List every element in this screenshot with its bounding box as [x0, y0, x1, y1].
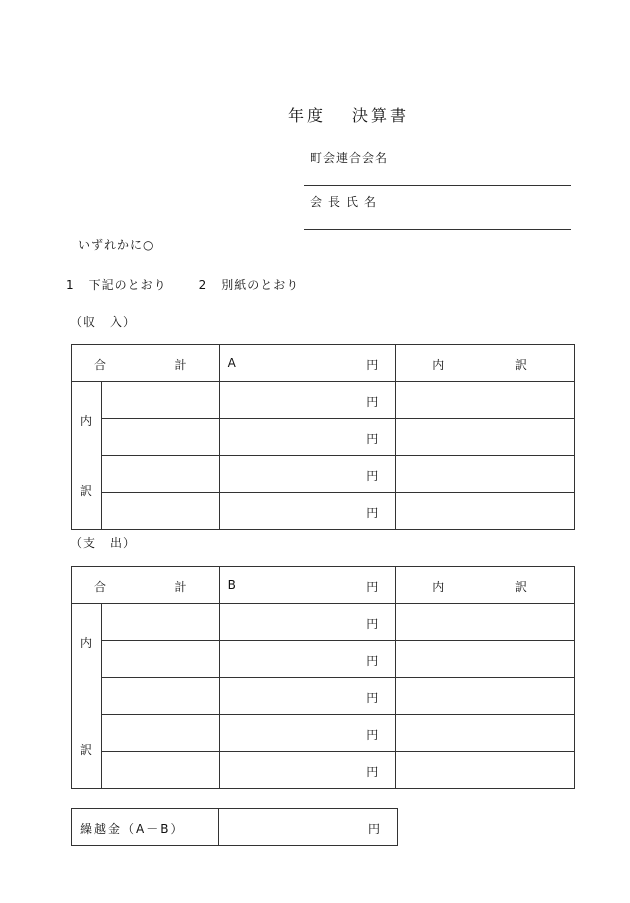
income-side-bottom: 訳 [80, 484, 93, 498]
expense-note-cell[interactable] [396, 678, 575, 715]
table-row [72, 641, 575, 678]
income-table [71, 344, 575, 530]
yen-unit: 円 [366, 432, 379, 446]
income-note-cell[interactable] [396, 419, 575, 456]
yen-unit: 円 [366, 728, 379, 742]
president-field-line[interactable] [304, 229, 571, 230]
yen-unit: 円 [367, 822, 380, 836]
yen-unit: 円 [366, 654, 379, 668]
income-total-amount[interactable] [219, 345, 396, 382]
expense-side-label [72, 604, 102, 789]
expense-section-label [70, 534, 136, 551]
income-breakdown-header [396, 345, 575, 382]
yen-unit: 円 [366, 506, 379, 520]
carryover-table [71, 808, 398, 846]
option1-text[interactable]: 下記のとおり [88, 278, 167, 292]
income-amount-label: A [227, 356, 236, 370]
income-label-open: （収 [70, 315, 97, 329]
expense-amount-cell[interactable] [219, 752, 396, 789]
expense-total-label [72, 567, 220, 604]
income-amount-cell[interactable] [219, 456, 396, 493]
carryover-amount-cell[interactable] [219, 809, 398, 846]
president-label: 会長氏名 [310, 195, 383, 209]
carryover-label: 繰越金（A－B） [80, 822, 185, 836]
table-row [72, 382, 575, 419]
table-row [72, 715, 575, 752]
expense-breakdown-left: 内 [432, 580, 445, 594]
income-breakdown-right: 訳 [514, 358, 527, 372]
yen-unit: 円 [366, 469, 379, 483]
option2-text[interactable]: 別紙のとおり [221, 278, 300, 292]
income-amount-cell[interactable] [219, 493, 396, 530]
expense-note-cell[interactable] [396, 715, 575, 752]
expense-breakdown-header [396, 567, 575, 604]
table-row [72, 493, 575, 530]
expense-amount-cell[interactable] [219, 604, 396, 641]
organization-label: 町会連合会名 [310, 151, 389, 165]
income-amount-cell[interactable] [219, 419, 396, 456]
income-total-label [72, 345, 220, 382]
income-item-cell[interactable] [102, 456, 219, 493]
expense-amount-cell[interactable] [219, 715, 396, 752]
income-section-label [70, 313, 136, 330]
expense-item-cell[interactable] [102, 641, 219, 678]
income-item-cell[interactable] [102, 493, 219, 530]
organization-field-line[interactable] [304, 185, 571, 186]
expense-note-cell[interactable] [396, 641, 575, 678]
expense-item-cell[interactable] [102, 604, 219, 641]
expense-item-cell[interactable] [102, 752, 219, 789]
document-title [288, 103, 409, 126]
expense-item-cell[interactable] [102, 678, 219, 715]
expense-amount-label: B [227, 578, 236, 592]
expense-breakdown-right: 訳 [514, 580, 527, 594]
income-side-label [72, 382, 102, 530]
yen-unit: 円 [366, 580, 379, 594]
instruction-note: いずれかに○ [78, 238, 155, 252]
expense-label-close: 出） [110, 536, 137, 550]
expense-table [71, 566, 575, 789]
income-item-cell[interactable] [102, 382, 219, 419]
table-row [72, 678, 575, 715]
yen-unit: 円 [366, 358, 379, 372]
table-row [72, 752, 575, 789]
title-fiscal-year: 年度 [288, 106, 327, 125]
carryover-row [72, 809, 398, 846]
expense-label-open: （支 [70, 536, 97, 550]
income-side-top: 内 [80, 414, 93, 428]
carryover-label-cell [72, 809, 219, 846]
income-note-cell[interactable] [396, 382, 575, 419]
income-total-right: 計 [174, 358, 187, 372]
expense-total-right: 計 [174, 580, 187, 594]
income-breakdown-left: 内 [432, 358, 445, 372]
expense-amount-cell[interactable] [219, 678, 396, 715]
yen-unit: 円 [366, 691, 379, 705]
yen-unit: 円 [366, 617, 379, 631]
table-row [72, 604, 575, 641]
income-header-row [72, 345, 575, 382]
income-total-left: 合 [94, 358, 107, 372]
expense-note-cell[interactable] [396, 604, 575, 641]
expense-amount-cell[interactable] [219, 641, 396, 678]
yen-unit: 円 [366, 395, 379, 409]
options-line [66, 276, 299, 293]
income-label-close: 入） [110, 315, 137, 329]
expense-side-top: 内 [80, 636, 93, 650]
option1-number: 1 [66, 278, 75, 292]
option2-number: 2 [198, 278, 208, 292]
table-row [72, 419, 575, 456]
income-item-cell[interactable] [102, 419, 219, 456]
income-note-cell[interactable] [396, 456, 575, 493]
table-row [72, 456, 575, 493]
expense-total-left: 合 [94, 580, 107, 594]
expense-side-bottom: 訳 [80, 743, 93, 757]
expense-item-cell[interactable] [102, 715, 219, 752]
yen-unit: 円 [366, 765, 379, 779]
expense-total-amount[interactable] [219, 567, 396, 604]
expense-header-row [72, 567, 575, 604]
expense-note-cell[interactable] [396, 752, 575, 789]
income-note-cell[interactable] [396, 493, 575, 530]
income-amount-cell[interactable] [219, 382, 396, 419]
title-settlement: 決算書 [352, 106, 410, 125]
